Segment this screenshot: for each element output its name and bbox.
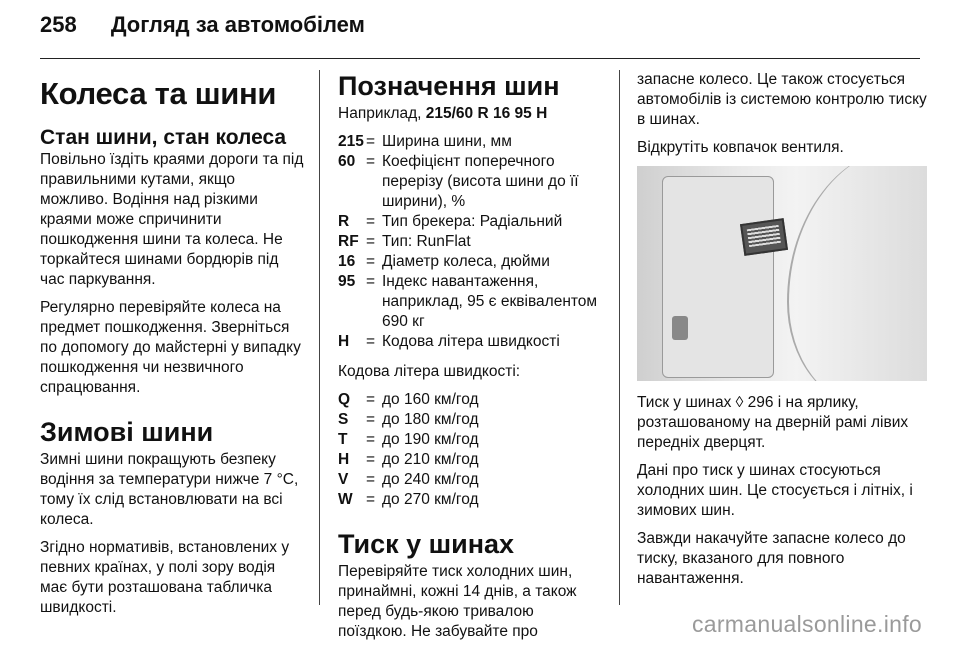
- def-eq: =: [366, 333, 376, 350]
- speed-row: [338, 490, 600, 510]
- door-edge-curve: [787, 166, 927, 381]
- speed-row: [338, 450, 600, 470]
- def-eq: =: [366, 213, 376, 230]
- column-divider: [319, 70, 320, 605]
- def-key: 16: [338, 253, 356, 270]
- def-value: Тип брекера: Радіальний: [382, 213, 563, 230]
- speed-eq: =: [366, 451, 376, 468]
- def-value: Діаметр колеса, дюйми: [382, 253, 550, 270]
- speed-code-list: [338, 390, 600, 510]
- def-eq: =: [366, 153, 376, 170]
- designation-list: [338, 132, 600, 352]
- section-title-tyre-designations: Позначення шин: [338, 71, 560, 101]
- door-frame-tyre-label-photo: [637, 166, 927, 381]
- designation-row: [338, 332, 600, 352]
- column-left: [40, 70, 305, 626]
- designation-row: [338, 272, 600, 332]
- def-value: Коефіцієнт поперечного перерізу (висота шини до її ширини), %: [382, 153, 579, 210]
- def-eq: =: [366, 233, 376, 250]
- example-prefix: Наприклад,: [338, 105, 426, 122]
- speed-key: S: [338, 411, 349, 428]
- def-key: R: [338, 213, 350, 230]
- speed-value: до 190 км/год: [382, 431, 479, 448]
- def-value: Ширина шини, мм: [382, 133, 512, 150]
- column-right: [637, 70, 927, 597]
- def-value: Кодова літера швидкості: [382, 333, 560, 350]
- paragraph: Дані про тиск у шинах стосуються холодних шин. Це стосується і літніх, і зимових шин.: [637, 462, 913, 519]
- page-header-title: Догляд за автомобілем: [110, 12, 365, 37]
- designation-row: [338, 132, 600, 152]
- paragraph: запасне колесо. Це також стосується автомобілів із системою контролю тиску в шинах.: [637, 71, 927, 128]
- speed-row: [338, 470, 600, 490]
- def-eq: =: [366, 253, 376, 270]
- speed-eq: =: [366, 431, 376, 448]
- speed-value: до 270 км/год: [382, 491, 479, 508]
- speed-code-intro: Кодова літера швидкості:: [338, 363, 521, 380]
- paragraph: Регулярно перевіряйте колеса на предмет пошкодження. Зверніться по допомогу до майстерні у випадку пошкодження чи незвичного спрацювання.: [40, 299, 301, 396]
- def-key: H: [338, 333, 350, 350]
- speed-value: до 240 км/год: [382, 471, 479, 488]
- def-eq: =: [366, 273, 376, 290]
- designation-row: [338, 232, 600, 252]
- speed-row: [338, 410, 600, 430]
- paragraph: Відкрутіть ковпачок вентиля.: [637, 139, 844, 156]
- speed-key: T: [338, 431, 348, 448]
- speed-eq: =: [366, 471, 376, 488]
- speed-value: до 210 км/год: [382, 451, 479, 468]
- paragraph: Перевіряйте тиск холодних шин, принаймні, кожні 14 днів, а також перед будь-якою тривалою поїздкою. Не забувайте про: [338, 563, 577, 640]
- page-number: 258: [40, 12, 77, 37]
- chapter-title: Колеса та шини: [40, 76, 277, 111]
- paragraph: Згідно нормативів, встановлених у певних країнах, у полі зору водія має бути розташована табличка швидкості.: [40, 539, 290, 616]
- speed-key: V: [338, 471, 349, 488]
- section-title-tyre-pressure: Тиск у шинах: [338, 529, 515, 559]
- designation-row: [338, 252, 600, 272]
- def-value: Тип: RunFlat: [382, 233, 471, 250]
- speed-key: H: [338, 451, 350, 468]
- paragraph: Зимні шини покращують безпеку водіння за температури нижче 7 °C, тому їх слід встановлювати на всі колеса.: [40, 451, 299, 528]
- speed-key: W: [338, 491, 353, 508]
- speed-eq: =: [366, 491, 376, 508]
- example-value: 215/60 R 16 95 H: [425, 105, 548, 122]
- door-frame-shape: [662, 176, 774, 378]
- def-key: 215: [338, 133, 364, 150]
- header-rule: [40, 58, 920, 59]
- speed-eq: =: [366, 391, 376, 408]
- column-middle: [338, 70, 600, 650]
- section-title-tyre-condition: Стан шини, стан колеса: [40, 126, 287, 149]
- example-line: [338, 104, 600, 124]
- designation-row: [338, 152, 600, 212]
- page-header: [40, 12, 365, 38]
- speed-key: Q: [338, 391, 351, 408]
- speed-row: [338, 390, 600, 410]
- column-divider: [619, 70, 620, 605]
- speed-eq: =: [366, 411, 376, 428]
- speed-value: до 180 км/год: [382, 411, 479, 428]
- section-title-winter-tyres: Зимові шини: [40, 417, 214, 447]
- def-value: Індекс навантаження, наприклад, 95 є еквівалентом 690 кг: [382, 273, 598, 330]
- paragraph: Завжди накачуйте запасне колесо до тиску, вказаного для повного навантаження.: [637, 530, 906, 587]
- tyre-pressure-label-sticker: [740, 218, 788, 256]
- speed-value: до 160 км/год: [382, 391, 479, 408]
- def-key: 60: [338, 153, 356, 170]
- def-key: 95: [338, 273, 356, 290]
- door-latch-shape: [672, 316, 688, 340]
- paragraph: Повільно їздіть краями дороги та під правильними кутами, якщо можливо. Водіння над різкими краями може спричинити пошкодження шини та колеса. Не торкайтеся шинами бордюрів під час паркування.: [40, 151, 304, 288]
- speed-row: [338, 430, 600, 450]
- watermark-text: carmanualsonline.info: [691, 611, 922, 637]
- def-key: RF: [338, 233, 359, 250]
- designation-row: [338, 212, 600, 232]
- paragraph: Тиск у шинах ◊ 296 і на ярлику, розташованому на дверній рамі лівих передніх дверцят.: [637, 394, 909, 451]
- def-eq: =: [366, 133, 376, 150]
